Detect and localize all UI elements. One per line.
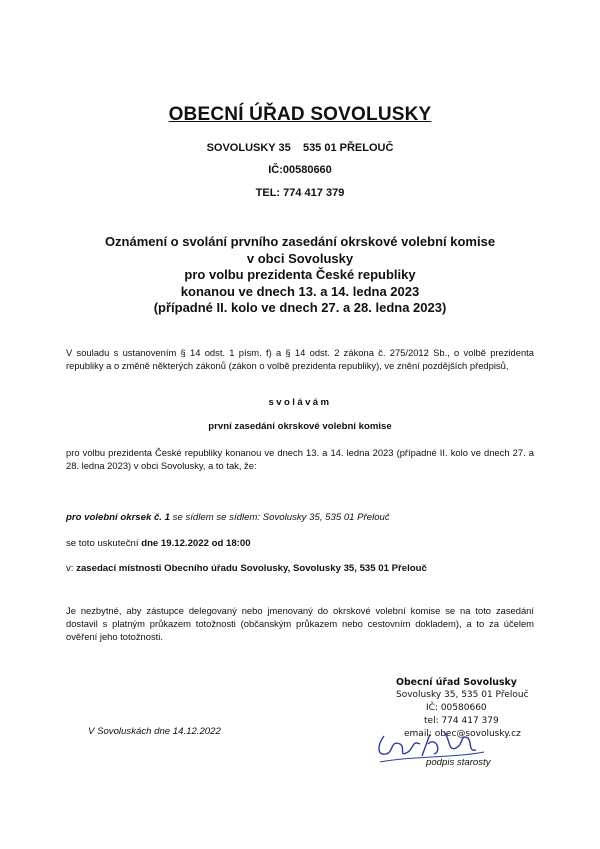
stamp-tel: tel: 774 417 379 — [424, 716, 499, 726]
notice-line-5: (případné II. kolo ve dnech 27. a 28. ledna 2023) — [153, 300, 447, 315]
notice-heading — [40, 234, 560, 317]
district-line — [66, 512, 390, 523]
office-ico: IČ:00580660 — [268, 164, 332, 176]
identity-paragraph: Je nezbytné, aby zástupce delegovaný nebo jmenovaný do okrskové volební komise se na toto zasedání dostavil s platným průkazem totožnosti (občanským průkazem nebo cestovním dokladem), a to za účelem ověření jeho totožnosti. — [66, 605, 534, 642]
meeting-date: dne 19.12.2022 od 18:00 — [141, 538, 251, 549]
convene-word: svolávám — [268, 397, 332, 408]
office-address: SOVOLUSKY 35 535 01 PŘELOUČ — [206, 142, 394, 154]
notice-line-4: konanou ve dnech 13. a 14. ledna 2023 — [180, 283, 420, 299]
notice-line-1: Oznámení o svolání prvního zasedání okrskové volební komise — [104, 234, 496, 249]
signature-label: podpis starosty — [426, 757, 491, 768]
stamp-email: email: obec@sovolusky.cz — [404, 729, 521, 739]
stamp-title: Obecní úřad Sovolusky — [396, 677, 517, 688]
notice-line-2: v obci Sovolusky — [246, 250, 354, 266]
office-title: OBECNÍ ÚŘAD SOVOLUSKY — [168, 104, 432, 125]
notice-line-3: pro volbu prezidenta České republiky — [184, 267, 416, 282]
meeting-date-prefix: se toto uskuteční — [66, 538, 142, 549]
district-label: pro volební okrsek č. 1 — [66, 512, 170, 523]
meeting-place: zasedací místnosti Obecního úřadu Sovolusky, Sovolusky 35, 535 01 Přelouč — [76, 563, 427, 574]
stamp-ico: IČ: 00580660 — [426, 703, 487, 713]
legal-basis-paragraph: V souladu s ustanovením § 14 odst. 1 písm. f) a § 14 odst. 2 zákona č. 275/2012 Sb., o volbě prezidenta republiky a o změně některých zákonů (zákon o volbě prezidenta republiky), ve znění pozdějších předpisů, — [66, 347, 534, 371]
document-date: V Sovoluskách dne 14.12.2022 — [88, 726, 221, 737]
meeting-place-prefix: v: — [66, 563, 77, 574]
stamp-address: Sovolusky 35, 535 01 Přelouč — [396, 690, 529, 700]
meeting-place-line — [66, 563, 427, 574]
district-seat: se sídlem se sídlem: Sovolusky 35, 535 01 Přelouč — [169, 512, 390, 523]
meeting-date-line — [66, 538, 251, 549]
office-tel: TEL: 774 417 379 — [255, 187, 345, 199]
meeting-title: první zasedání okrskové volební komise — [208, 421, 392, 432]
election-paragraph: pro volbu prezidenta České republiky konanou ve dnech 13. a 14. ledna 2023 (případné II. kolo ve dnech 27. a 28. ledna 2023) v obci Sovolusky, a to tak, že: — [66, 447, 534, 471]
